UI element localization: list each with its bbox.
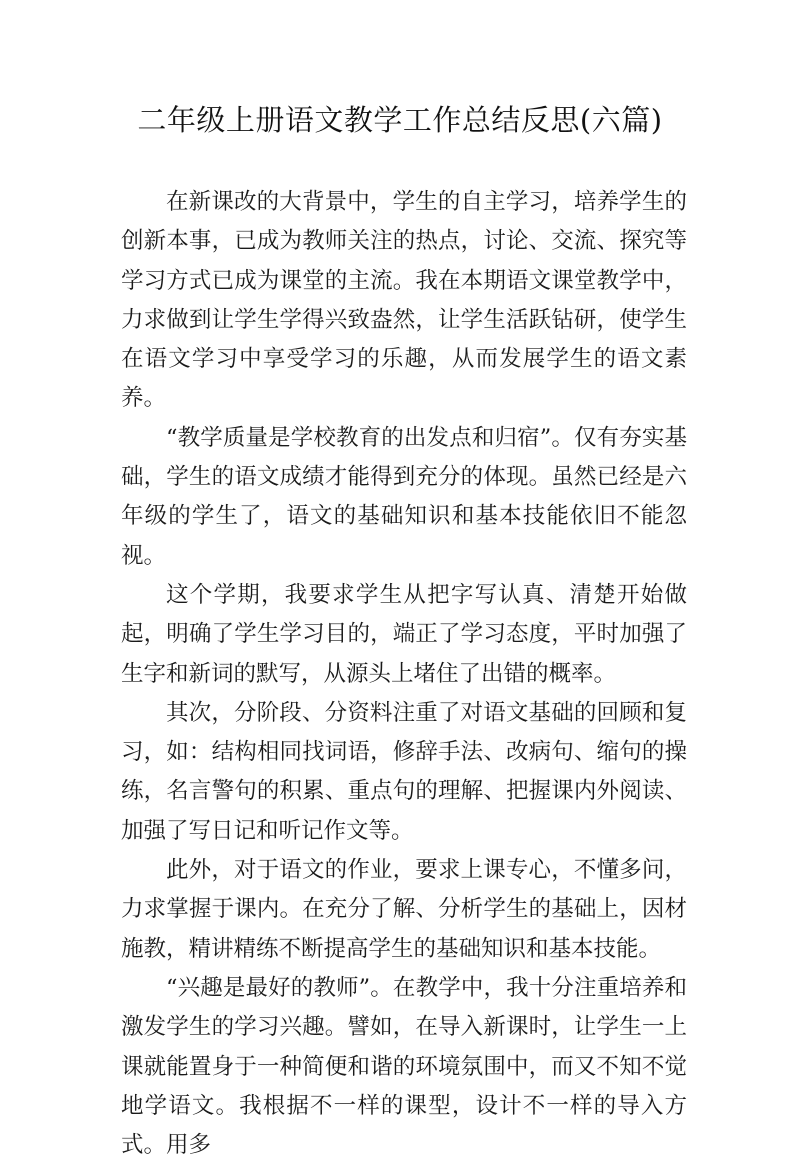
document-body (121, 183, 687, 1165)
paragraph-2: “教学质量是学校教育的出发点和归宿”。仅有夯实基础，学生的语文成绩才能得到充分的体现。虽然已经是六年级的学生了，语文的基础知识和基本技能依旧不能忽视。 (121, 424, 687, 569)
paragraph-5: 此外，对于语文的作业，要求上课专心，不懂多问，力求掌握于课内。在充分了解、分析学生的基础上，因材施教，精讲精练不断提高学生的基础知识和基本技能。 (121, 857, 687, 962)
paragraph-1: 在新课改的大背景中，学生的自主学习，培养学生的创新本事，已成为教师关注的热点，讨论、交流、探究等学习方式已成为课堂的主流。我在本期语文课堂教学中，力求做到让学生学得兴致盎然，让学生活跃钻研，使学生在语文学习中享受学习的乐趣，从而发展学生的语文素养。 (121, 189, 687, 412)
document-title: 二年级上册语文教学工作总结反思(六篇) (137, 103, 663, 137)
paragraph-6: “兴趣是最好的教师”。在教学中，我十分注重培养和激发学生的学习兴趣。譬如，在导入新课时，让学生一上课就能置身于一种简便和谐的环境氛围中，而又不知不觉地学语文。我根据不一样的课型，设计不一样的导入方式。用多 (121, 974, 687, 1159)
paragraph-4: 其次，分阶段、分资料注重了对语文基础的回顾和复习，如：结构相同找词语，修辞手法、改病句、缩句的操练，名言警句的积累、重点句的理解、把握课内外阅读、加强了写日记和听记作文等。 (121, 699, 687, 844)
paragraph-3: 这个学期，我要求学生从把字写认真、清楚开始做起，明确了学生学习目的，端正了学习态度，平时加强了生字和新词的默写，从源头上堵住了出错的概率。 (121, 581, 687, 687)
